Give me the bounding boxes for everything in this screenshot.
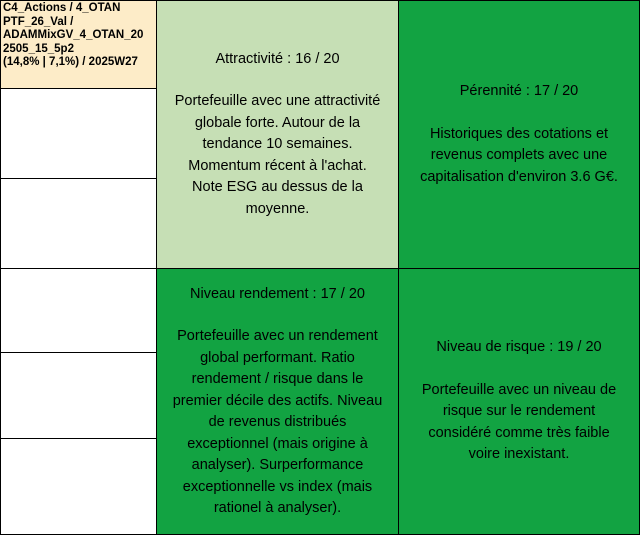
rendement-title: Niveau rendement : 17 / 20: [190, 285, 365, 302]
attractivite-title: Attractivité : 16 / 20: [215, 50, 340, 67]
rendement-description: Portefeuille avec un rendement global performant. Ratio rendement / risque dans le premier décile des actifs. Niveau de revenus distribués exceptionnel (mais origine à analyser). Surperformance exceptionnelle vs index (mais rationel à analyser).: [172, 328, 383, 516]
header-line-5: (14,8% | 7,1%) / 2025W27: [3, 56, 138, 69]
header-line-3: ADAMMixGV_4_OTAN_20: [3, 29, 144, 42]
empty-cell[interactable]: [0, 352, 157, 439]
risque-panel: [398, 268, 640, 535]
risque-description: Portefeuille avec un niveau de risque sur le rendement considéré comme très faible voire inexistant.: [421, 381, 617, 463]
header-line-1: C4_Actions / 4_OTAN: [3, 2, 121, 14]
empty-cell[interactable]: [0, 178, 157, 269]
risque-title: Niveau de risque : 19 / 20: [436, 339, 602, 356]
attractivite-description: Portefeuille avec une attractivité globale forte. Autour de la tendance 10 semaines. Momentum récent à l'achat. Note ESG au dessus de la moyenne.: [174, 93, 381, 217]
perennite-description: Historiques des cotations et revenus complets avec une capitalisation d'environ 3.6 G€.: [420, 125, 618, 185]
perennite-panel: [398, 0, 640, 269]
empty-cell[interactable]: [0, 438, 157, 535]
header-line-4: 2505_15_5p2: [3, 42, 74, 55]
header-line-2: PTF_26_Val /: [3, 15, 74, 28]
perennite-title: Pérennité : 17 / 20: [459, 83, 579, 99]
attractivite-panel: [156, 0, 399, 269]
portfolio-header: [0, 0, 157, 89]
empty-cell[interactable]: [0, 88, 157, 179]
empty-cell[interactable]: [0, 268, 157, 353]
rendement-panel: [156, 268, 399, 535]
